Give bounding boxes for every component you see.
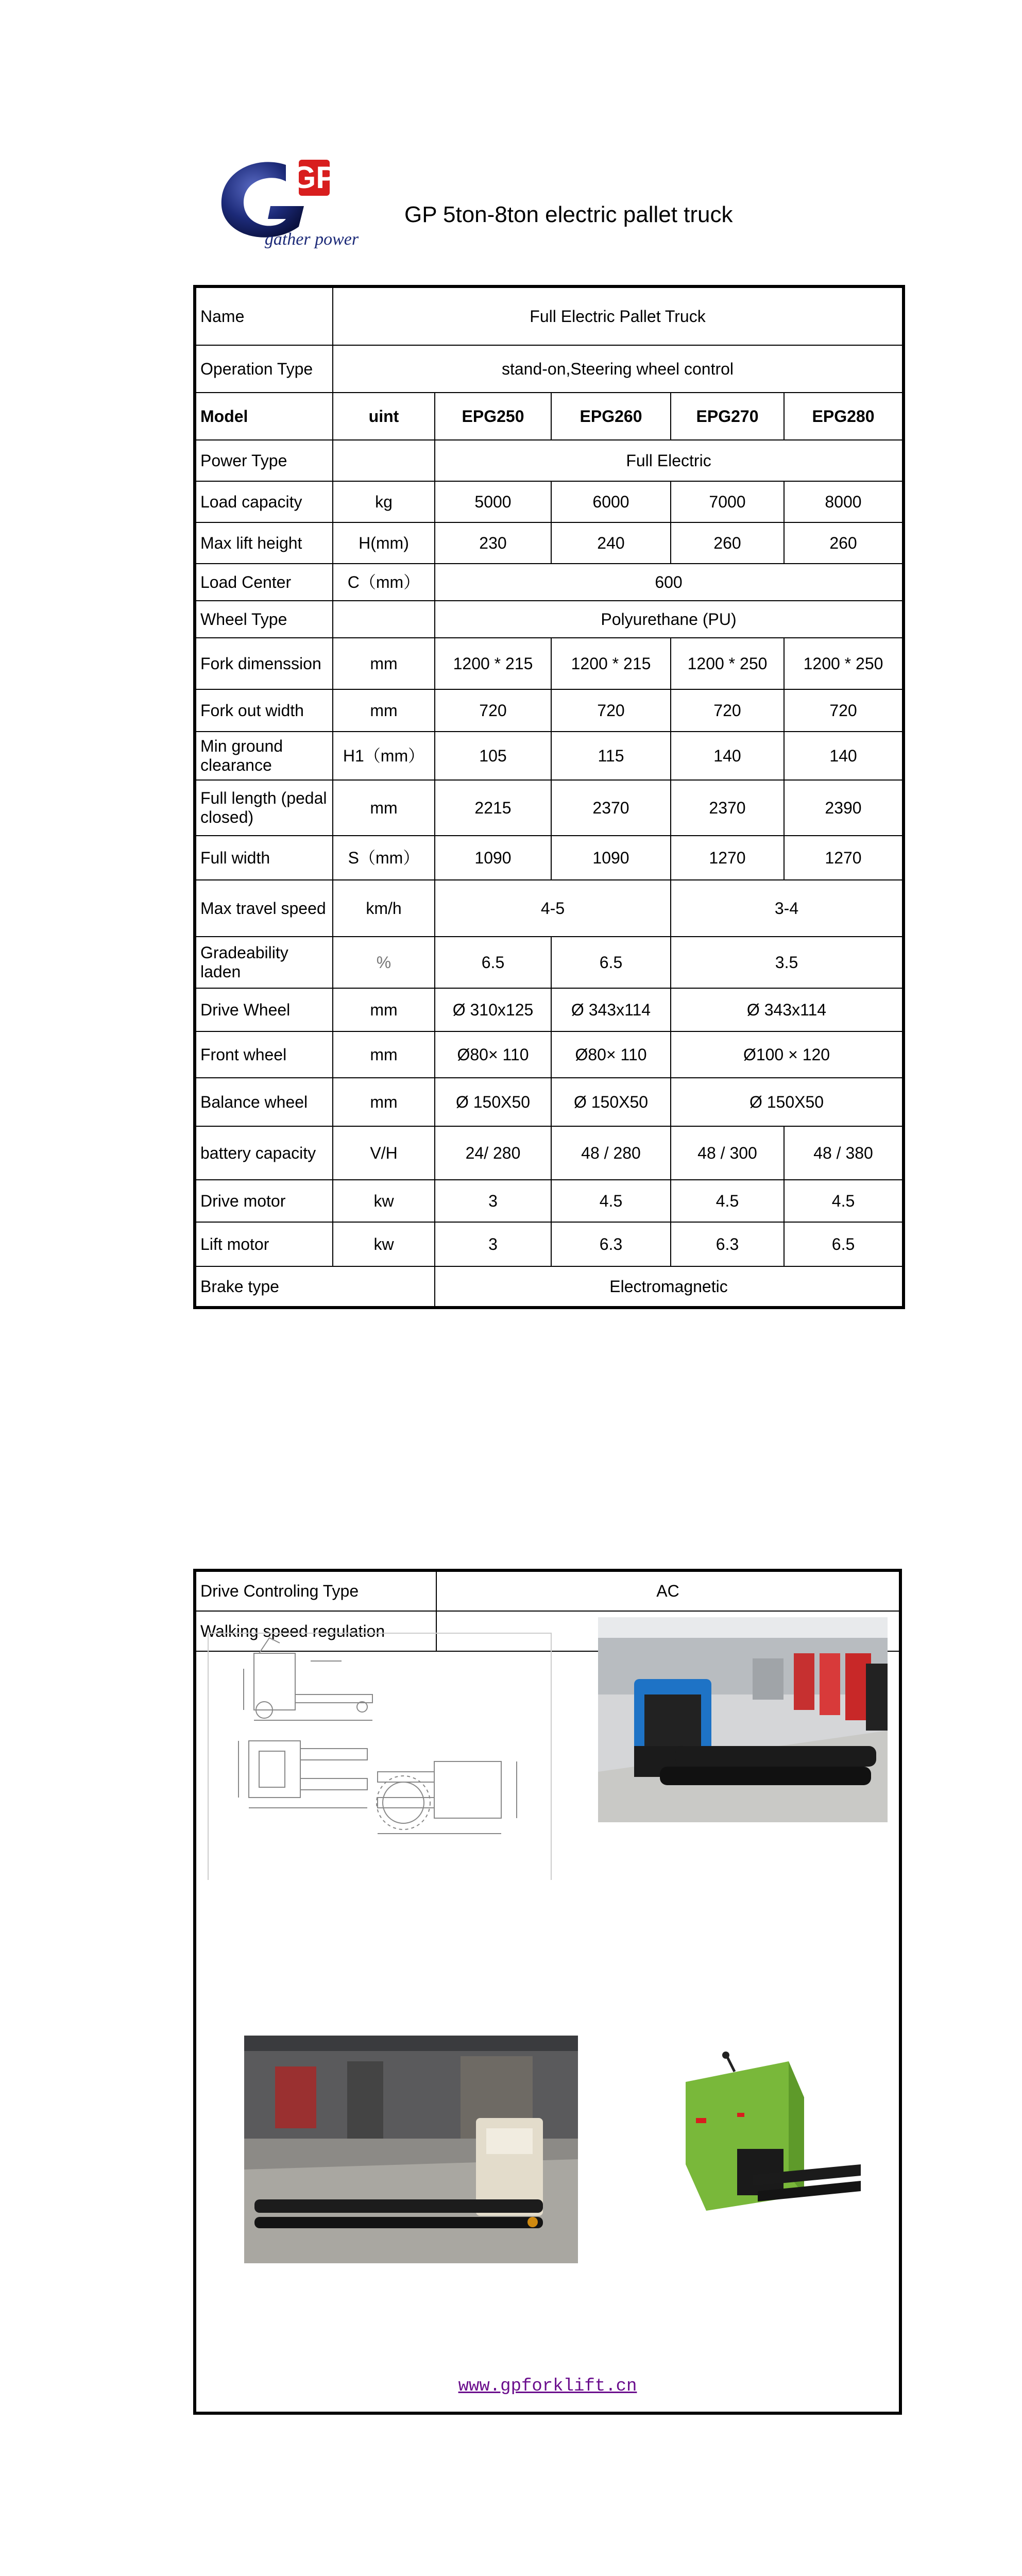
gp-logo	[209, 149, 368, 258]
model-1: EPG250	[435, 393, 551, 440]
table-row	[195, 522, 904, 564]
table-cell: 7000	[671, 481, 784, 522]
table-row	[195, 638, 904, 689]
table-cell: H1（mm）	[333, 732, 435, 780]
table-cell: 3	[435, 1222, 551, 1266]
logo-letters: GP	[292, 160, 337, 195]
table-row	[195, 732, 904, 780]
table-row	[195, 1266, 904, 1308]
table-row	[195, 1222, 904, 1266]
table-cell: AC	[436, 1572, 899, 1611]
table-cell: Ø 150X50	[671, 1078, 904, 1126]
photo-green-truck	[665, 2041, 867, 2224]
table-cell: km/h	[333, 880, 435, 937]
table-cell: 260	[784, 522, 904, 564]
table-cell: 240	[551, 522, 671, 564]
table-cell: 140	[784, 732, 904, 780]
table-cell: Load capacity	[195, 481, 333, 522]
table-cell: Lift motor	[195, 1222, 333, 1266]
table-cell: 1200 * 250	[784, 638, 904, 689]
table-cell: Drive Controling Type	[196, 1572, 436, 1611]
table-row	[195, 836, 904, 880]
table-cell: Front wheel	[195, 1031, 333, 1078]
table-cell: 6.5	[784, 1222, 904, 1266]
table-cell: Drive motor	[195, 1180, 333, 1222]
table-cell: 3	[435, 1180, 551, 1222]
table-cell: Drive Wheel	[195, 988, 333, 1031]
table-row	[195, 601, 904, 638]
table-cell: 3.5	[671, 937, 904, 988]
table-cell: 1200 * 215	[435, 638, 551, 689]
table-cell: 48 / 300	[671, 1126, 784, 1180]
table-cell: Power Type	[195, 440, 333, 481]
table-cell: Ø 343x114	[551, 988, 671, 1031]
table-cell: 8000	[784, 481, 904, 522]
table-cell: 1270	[671, 836, 784, 880]
table-cell: Min ground clearance	[195, 732, 333, 780]
table-cell: Full width	[195, 836, 333, 880]
table-cell: Max lift height	[195, 522, 333, 564]
spec-table	[193, 285, 905, 1309]
website-link[interactable]: www.gpforklift.cn	[458, 2377, 637, 2396]
table-cell: 6.5	[435, 937, 551, 988]
table-cell: 5000	[435, 481, 551, 522]
table-cell	[333, 440, 435, 481]
table-cell: 2215	[435, 780, 551, 836]
table-cell: kw	[333, 1180, 435, 1222]
table-cell: Balance wheel	[195, 1078, 333, 1126]
table-row	[195, 440, 904, 481]
table-cell: %	[333, 937, 435, 988]
table-cell: 4.5	[784, 1180, 904, 1222]
table-row	[195, 880, 904, 937]
table-cell: Gradeability laden	[195, 937, 333, 988]
table-cell: Load Center	[195, 564, 333, 601]
model-3: EPG270	[671, 393, 784, 440]
table-cell: 48 / 280	[551, 1126, 671, 1180]
table-row	[195, 1031, 904, 1078]
table-cell: Max travel speed	[195, 880, 333, 937]
table-cell: Fork out width	[195, 689, 333, 732]
table-cell: kg	[333, 481, 435, 522]
table-cell: 720	[784, 689, 904, 732]
label-model: Model	[195, 393, 333, 440]
table-cell: 6000	[551, 481, 671, 522]
photo-blue-truck	[598, 1617, 888, 1822]
table-cell: 1090	[551, 836, 671, 880]
table-cell: stand-on,Steering wheel control	[333, 345, 904, 393]
table-row	[195, 345, 904, 393]
table-cell: H(mm)	[333, 522, 435, 564]
table-cell: 48 / 380	[784, 1126, 904, 1180]
table-cell: Walking speed regulation	[196, 1611, 436, 1651]
table-cell: 600	[435, 564, 904, 601]
table-cell: 2390	[784, 780, 904, 836]
table-cell: 105	[435, 732, 551, 780]
photo-beige-truck	[244, 2036, 578, 2263]
table-cell: V/H	[333, 1126, 435, 1180]
table-cell: Ø 310x125	[435, 988, 551, 1031]
table-cell: uint	[333, 393, 435, 440]
table-cell: Full length (pedal closed)	[195, 780, 333, 836]
table-cell: S（mm）	[333, 836, 435, 880]
table-cell: 1200 * 215	[551, 638, 671, 689]
table-cell: Ø 343x114	[671, 988, 904, 1031]
label-name: Name	[195, 286, 333, 345]
page-title: GP 5ton-8ton electric pallet truck	[404, 202, 733, 227]
table-cell: mm	[333, 988, 435, 1031]
table-cell: 4.5	[671, 1180, 784, 1222]
value-name: Full Electric Pallet Truck	[333, 286, 904, 345]
table-cell: 24/ 280	[435, 1126, 551, 1180]
label-operation: Operation Type	[195, 345, 333, 393]
table-cell: 2370	[671, 780, 784, 836]
table-cell: Wheel Type	[195, 601, 333, 638]
logo-tagline: gather power	[264, 230, 359, 249]
table-cell: mm	[333, 780, 435, 836]
table-row	[195, 1180, 904, 1222]
table-cell: Fork dimenssion	[195, 638, 333, 689]
table-cell: 4-5	[435, 880, 671, 937]
table-cell: 6.3	[551, 1222, 671, 1266]
table-cell: Electromagnetic	[435, 1266, 904, 1308]
table-cell: mm	[333, 1031, 435, 1078]
table-cell: Ø80× 110	[435, 1031, 551, 1078]
table-cell: Ø80× 110	[551, 1031, 671, 1078]
table-cell: 1090	[435, 836, 551, 880]
table-row	[195, 1078, 904, 1126]
table-cell: Ø 150X50	[551, 1078, 671, 1126]
table-row	[195, 393, 904, 440]
table-cell: mm	[333, 1078, 435, 1126]
table-row	[196, 1572, 899, 1611]
model-2: EPG260	[551, 393, 671, 440]
table-cell: 3-4	[671, 880, 904, 937]
model-4: EPG280	[784, 393, 904, 440]
table-cell: 720	[671, 689, 784, 732]
table-cell: kw	[333, 1222, 435, 1266]
table-cell: 4.5	[551, 1180, 671, 1222]
table-row	[195, 481, 904, 522]
table-cell: Ø100 × 120	[671, 1031, 904, 1078]
table-cell: 6.3	[671, 1222, 784, 1266]
second-panel	[193, 1569, 902, 2415]
table-cell: 1270	[784, 836, 904, 880]
table-cell: Polyurethane (PU)	[435, 601, 904, 638]
table-cell: Ø 150X50	[435, 1078, 551, 1126]
table-row	[195, 1126, 904, 1180]
table-cell: 115	[551, 732, 671, 780]
table-cell: mm	[333, 689, 435, 732]
table-row	[195, 937, 904, 988]
table-cell: Brake type	[195, 1266, 435, 1308]
table-cell: 720	[551, 689, 671, 732]
table-row	[195, 564, 904, 601]
table-cell: 140	[671, 732, 784, 780]
table-cell: 720	[435, 689, 551, 732]
table-cell: Full Electric	[435, 440, 904, 481]
table-cell: 6.5	[551, 937, 671, 988]
table-cell: 230	[435, 522, 551, 564]
table-row	[195, 286, 904, 345]
table-cell	[333, 601, 435, 638]
table-cell: battery capacity	[195, 1126, 333, 1180]
table-cell: 260	[671, 522, 784, 564]
table-cell: 2370	[551, 780, 671, 836]
table-row	[195, 988, 904, 1031]
table-cell: mm	[333, 638, 435, 689]
table-row	[195, 780, 904, 836]
table-row	[195, 689, 904, 732]
table-cell: 1200 * 250	[671, 638, 784, 689]
table-cell: C（mm）	[333, 564, 435, 601]
dimension-drawing	[208, 1633, 552, 1880]
